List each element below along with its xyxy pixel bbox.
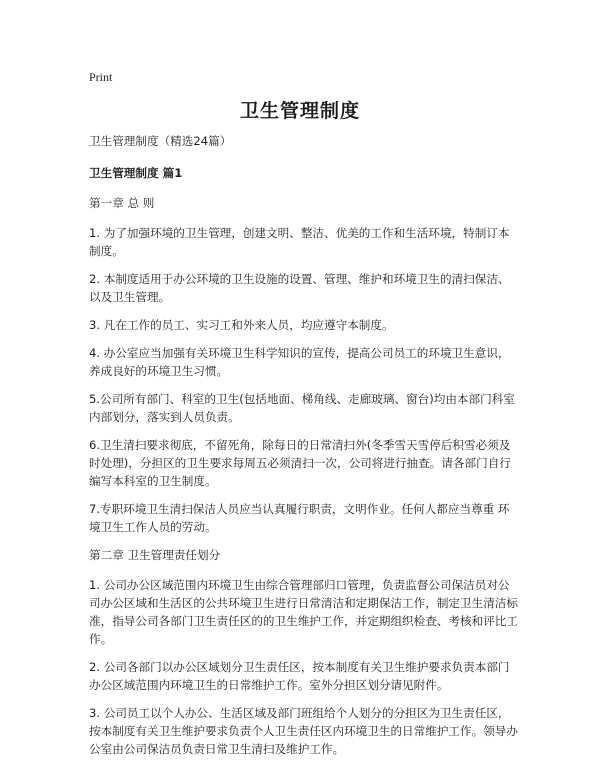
document-body (89, 132, 519, 768)
chapter-2-item-2: 2. 公司各部门以办公区域划分卫生责任区，按本制度有关卫生维护要求负责本部门办公区域范围内环境卫生的日常维护工作。室外分担区划分请见附件。 (89, 660, 510, 692)
chapter-1-item-3: 3. 凡在工作的员工、实习工和外来人员，均应遵守本制度。 (89, 318, 394, 332)
chapter-2-item-3: 3. 公司员工以个人办公、生活区域及部门班组给个人划分的分担区为卫生责任区，按本制度有关卫生维护要求负责个人卫生责任区内环境卫生的日常维护工作。领导办公室由公司保洁员负责日常卫生清扫及维护工作。 (89, 706, 518, 756)
chapter-2-item-1: 1. 公司办公区域范围内环境卫生由综合管理部归口管理，负责监督公司保洁员对公司办公区域和生活区的公共环境卫生进行日常清洁和定期保洁工作，制定卫生清洁标准，指导公司各部门卫生责任区的的卫生维护工作，并定期组织检查、考核和评比工作。 (89, 578, 518, 646)
chapter-1-item-6: 6.卫生清扫要求彻底，不留死角，除每日的日常清扫外(冬季雪天雪停后积雪必须及时处理)，分担区的卫生要求每周五必须清扫一次，公司将进行抽查。请各部门自行编写本科室的卫生制度。 (89, 438, 511, 488)
chapter-1-item-5: 5.公司所有部门、科室的卫生(包括地面、梯角线、走廊玻璃、窗台)均由本部门科室内部划分，落实到人员负责。 (89, 392, 515, 424)
document-subtitle: 卫生管理制度（精选24篇） (89, 134, 232, 148)
chapter-1-item-7: 7.专职环境卫生清扫保洁人员应当认真履行职责，文明作业。任何人都应当尊重 环境卫生工作人员的劳动。 (89, 502, 510, 534)
document-title: 卫生管理制度 (239, 100, 360, 122)
chapter-2-heading: 第二章 卫生管理责任划分 (89, 548, 221, 562)
chapter-1-item-1: 1. 为了加强环境的卫生管理，创建文明、整洁、优美的工作和生活环境，特制订本制度。 (89, 226, 510, 258)
chapter-1-item-4: 4. 办公室应当加强有关环境卫生科学知识的宣传，提高公司员工的环境卫生意识，养成良好的环境卫生习惯。 (89, 346, 510, 378)
chapter-1-heading: 第一章 总 则 (89, 196, 155, 210)
print-label[interactable]: Print (89, 70, 113, 84)
section-heading: 卫生管理制度 篇1 (89, 166, 183, 180)
chapter-1-item-2: 2. 本制度适用于办公环境的卫生设施的设置、管理、维护和环境卫生的清扫保洁、以及卫生管理。 (89, 272, 510, 304)
